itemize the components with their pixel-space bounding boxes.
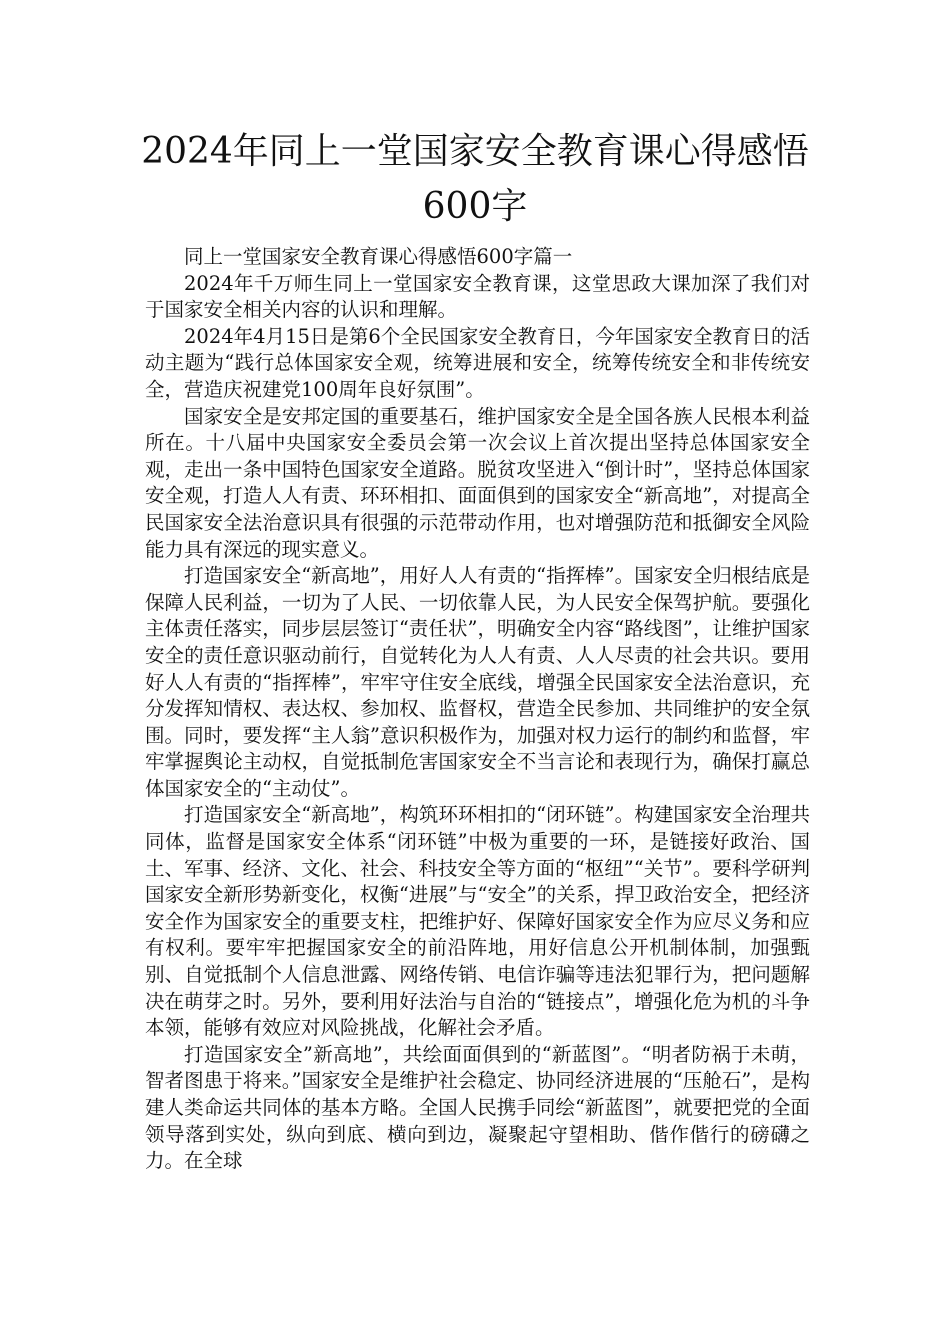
paragraph-baton: 打造国家安全“新高地”，用好人人有责的“指挥棒”。国家安全归根结底是保障人民利益，一切为了人民、一切依靠人民，为人民安全保驾护航。要强化主体责任落实，同步层层签订“责任状”，明确安全内容“路线图”，让维护国家安全的责任意识驱动前行，自觉转化为人人有责、人人尽责的社会共识。要用好人人有责的“指挥棒”，牢牢守住安全底线，增强全民国家安全法治意识，充分发挥知情权、表达权、参加权、监督权，营造全民参加、共同维护的安全氛围。同时，要发挥“主人翁”意识积极作为，加强对权力运行的制约和监督，牢牢掌握舆论主动权，自觉抵制危害国家安全不当言论和表现行为，确保打赢总体国家安全的“主动仗”。 [145,564,810,800]
section-heading: 同上一堂国家安全教育课心得感悟600字篇一 [184,245,573,268]
paragraph-theme: 2024年4月15日是第6个全民国家安全教育日，今年国家安全教育日的活动主题为“践行总体国家安全观，统筹进展和安全，统筹传统安全和非传统安全，营造庆祝建党100周年良好氛围”。 [145,324,810,401]
document-title [120,128,830,231]
paragraph-foundation: 国家安全是安邦定国的重要基石，维护国家安全是全国各族人民根本利益所在。十八届中央国家安全委员会第一次会议上首次提出坚持总体国家安全观，走出一条中国特色国家安全道路。脱贫攻坚进入“倒计时”，坚持总体国家安全观，打造人人有责、环环相扣、面面俱到的国家安全“新高地”，对提高全民国家安全法治意识具有很强的示范带动作用，也对增强防范和抵御安全风险能力具有深远的现实意义。 [145,404,810,561]
paragraph-intro: 2024年千万师生同上一堂国家安全教育课，这堂思政大课加深了我们对于国家安全相关内容的认识和理解。 [145,271,810,322]
paragraph-blueprint: 打造国家安全”新高地”，共绘面面俱到的“新蓝图”。“明者防祸于未萌，智者图患于将来。”国家安全是维护社会稳定、协同经济进展的“压舱石”，是构建人类命运共同体的基本方略。全国人民携手同绘“新蓝图”，就要把党的全面领导落到实处，纵向到底、横向到边，凝聚起守望相助、偕作偕行的磅礴之力。在全球 [145,1042,810,1173]
title-line-1: 2024年同上一堂国家安全教育课心得感悟 [141,131,809,172]
paragraph-closed-loop: 打造国家安全“新高地”，构筑环环相扣的“闭环链”。构建国家安全治理共同体，监督是国家安全体系“闭环链”中极为重要的一环，是链接好政治、国土、军事、经济、文化、社会、科技安全等方面的“枢纽”“关节”。要科学研判国家安全新形势新变化，权衡“进展”与“安全”的关系，捍卫政治安全，把经济安全作为国家安全的重要支柱，把维护好、保障好国家安全作为应尽义务和应有权利。要牢牢把握国家安全的前沿阵地，用好信息公开机制体制，加强甄别、自觉抵制个人信息泄露、网络传销、电信诈骗等违法犯罪行为，把问题解决在萌芽之时。另外，要利用好法治与自治的“链接点”，增强化危为机的斗争本领，能够有效应对风险挑战，化解社会矛盾。 [145,803,810,1040]
document-body [145,244,810,1175]
title-line-2: 600字 [422,186,528,227]
